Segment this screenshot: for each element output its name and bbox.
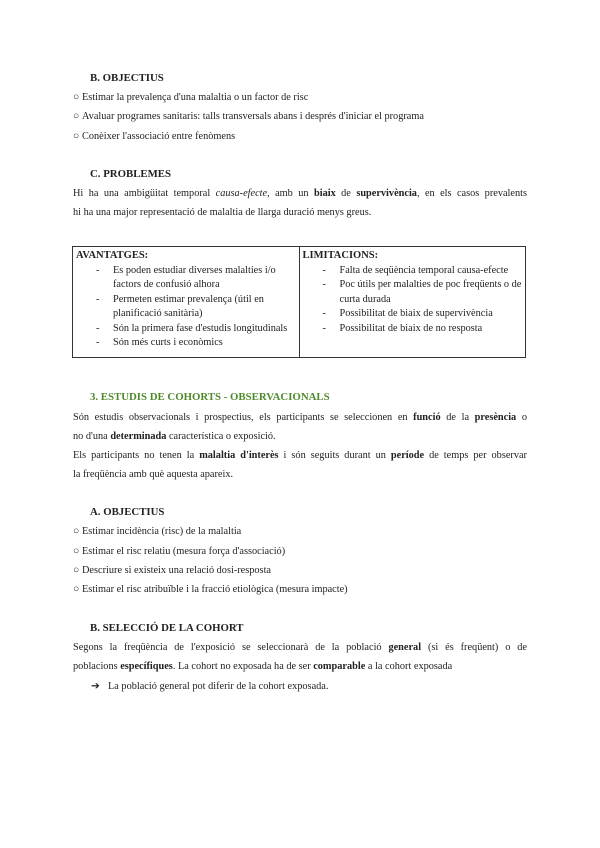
avantatges-title: AVANTATGES: — [76, 250, 149, 261]
objectius-heading: B. OBJECTIUS — [90, 72, 164, 84]
list-item: ○ Descriure si existeix una relació dosi-resposta — [73, 565, 271, 576]
circle-bullet-icon: ○ — [73, 131, 80, 142]
list-item: - Són la primera fase d'estudis longitudinals — [76, 322, 296, 337]
comparison-table — [72, 246, 526, 358]
paragraph-line: poblacions específiques. La cohort no exposada ha de ser comparable a la cohort exposada — [73, 661, 453, 672]
list-item: - Possibilitat de biaix de supervivència — [303, 307, 523, 322]
cohorts-heading: 3. ESTUDIS DE COHORTS - OBSERVACIONALS — [90, 391, 330, 403]
limitacions-title: LIMITACIONS: — [302, 250, 379, 261]
list-item: ○ Estimar el risc relatiu (mesura força d'associació) — [73, 546, 286, 557]
list-item: ○ Avaluar programes sanitaris: talls transversals abans i després d'iniciar el programa — [73, 111, 424, 122]
list-item: - Possibilitat de biaix de no resposta — [303, 322, 523, 337]
avantatges-cell — [73, 247, 300, 358]
limitacions-cell — [299, 247, 526, 358]
circle-bullet-icon: ○ — [73, 92, 80, 103]
list-item: ○ Estimar el risc atribuïble i la fracció etiològica (mesura impacte) — [73, 584, 348, 595]
list-item: ○ Estimar la prevalença d'una malaltia o un factor de risc — [73, 92, 309, 103]
objectius-heading: A. OBJECTIUS — [90, 506, 165, 518]
paragraph-line: no d'una determinada característica o exposició. — [73, 431, 276, 442]
seleccio-heading: B. SELECCIÓ DE LA COHORT — [90, 622, 244, 634]
list-item: - Falta de seqüència temporal causa-efecte — [303, 264, 523, 279]
arrow-right-icon: ➔ — [91, 681, 100, 692]
list-item: - Són més curts i econòmics — [76, 336, 296, 351]
paragraph-line: Els participants no tenen la malaltia d'interès i són seguits durant un període de temps per observar — [73, 450, 527, 461]
problemes-heading: C. PROBLEMES — [90, 168, 171, 180]
circle-bullet-icon: ○ — [73, 526, 80, 537]
list-item: - Permeten estimar prevalença (útil en planificació sanitària) — [76, 293, 296, 322]
paragraph-line: la freqüència amb què aquesta apareix. — [73, 469, 234, 480]
paragraph-line: Segons la freqüència de l'exposició se seleccionarà de la població general (si és freqüent) o de — [73, 642, 527, 653]
paragraph-line: hi ha una major representació de malaltia de llarga duració menys greus. — [73, 207, 372, 218]
list-item: ○ Conèixer l'associació entre fenòmens — [73, 131, 236, 142]
list-item: ○ Estimar incidència (risc) de la malaltia — [73, 526, 242, 537]
circle-bullet-icon: ○ — [73, 111, 80, 122]
circle-bullet-icon: ○ — [73, 565, 80, 576]
list-item: - Poc útils per malalties de poc freqüents o de curta durada — [303, 278, 523, 307]
circle-bullet-icon: ○ — [73, 546, 80, 557]
circle-bullet-icon: ○ — [73, 584, 80, 595]
list-item: - Es poden estudiar diverses malalties i/o factors de confusió alhora — [76, 264, 296, 293]
paragraph-line: Són estudis observacionals i prospectius, els participants se seleccionen en funció de la presència o — [73, 412, 527, 423]
arrow-item: ➔ La població general pot diferir de la cohort exposada. — [91, 681, 329, 692]
paragraph-line: Hi ha una ambigüitat temporal causa-efecte, amb un biaix de supervivència, en els casos prevalents — [73, 188, 527, 199]
